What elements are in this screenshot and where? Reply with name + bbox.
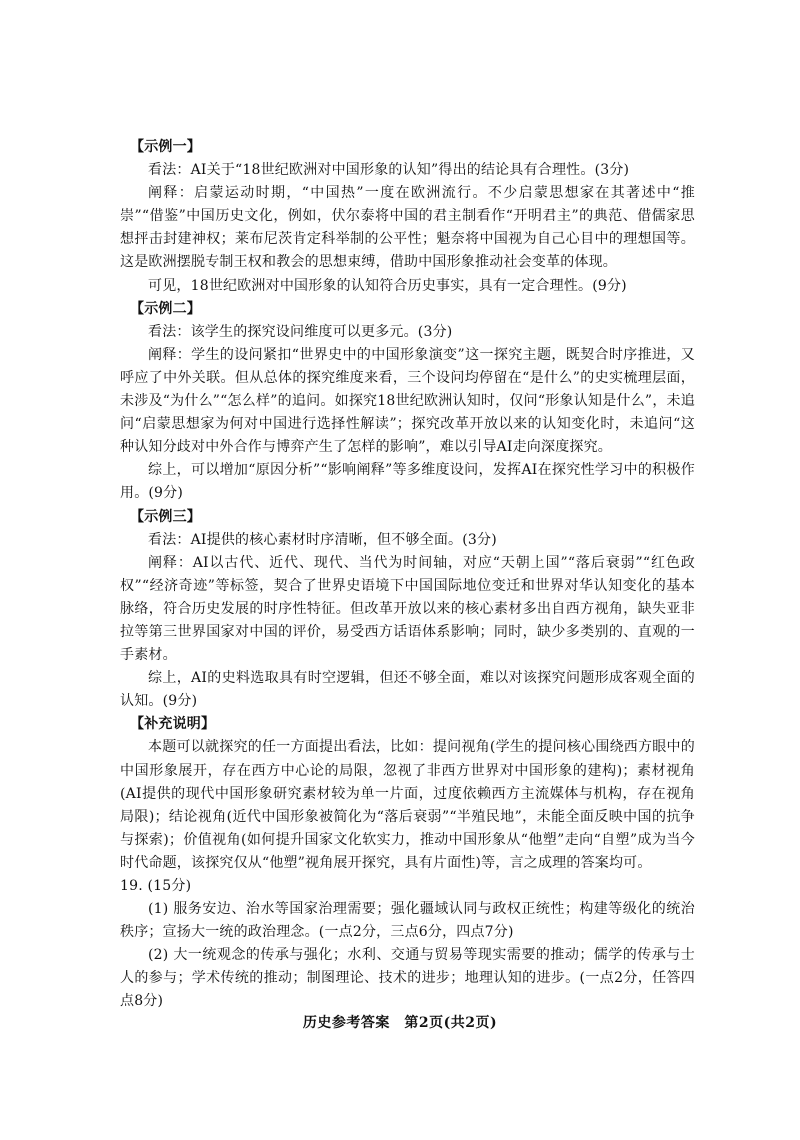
example-2-heading: 【示例二】 [130,300,201,317]
question-19-part-1: (1) 服务安边、治水等国家治理需要；强化疆域认同与政权正统性；构建等级化的统治秩序；宣扬大一统的政治理念。(一点2分，三点6分，四点7分) [120,901,695,941]
example-2-explanation: 阐释：学生的设问紧扣“世界史中的中国形象演变”这一探究主题，既契合时序推进，又呼应了中外关联。但从总体的探究维度来看，三个设问均停留在“是什么”的史实梳理层面，未涉及“为什么”“怎么样”的追问。如探究18世纪欧洲认知时，仅问“形象认知是什么”，未追问“启蒙思想家为何对中国进行选择性解读”；探究改革开放以来的认知变化时，未追问“这种认知分歧对中外合作与博弈产生了怎样的影响”，难以引导AI走向深度探究。 [120,346,695,456]
answer-content [120,136,695,1014]
example-1-conclusion: 可见，18世纪欧洲对中国形象的认知符合历史事实，具有一定合理性。(9分) [148,277,627,294]
example-1-explanation: 阐释：启蒙运动时期，“中国热”一度在欧洲流行。不少启蒙思想家在其著述中“推崇”“借鉴”中国历史文化，例如，伏尔泰将中国的君主制看作“开明君主”的典范、借儒家思想抨击封建神权；莱布尼茨肯定科举制的公平性；魁奈将中国视为自己心目中的理想国等。这是欧洲摆脱专制王权和教会的思想束缚，借助中国形象推动社会变革的体现。 [120,185,695,271]
example-3-heading: 【示例三】 [130,508,201,525]
supplement-text: 本题可以就探究的任一方面提出看法，比如：提问视角(学生的提问核心围绕西方眼中的中国形象展开，存在西方中心论的局限，忽视了非西方世界对中国形象的建构)；素材视角(AI提供的现代中国形象研究素材较为单一片面，过度依赖西方主流媒体与机构，存在视角局限)；结论视角(近代中国形象被简化为“落后衰弱”“半殖民地”，未能全面反映中国的抗争与探索)；价值视角(如何提升国家文化软实力，推动中国形象从“他塑”走向“自塑”成为当今时代命题，该探究仅从“他塑”视角展开探究，具有片面性)等，言之成理的答案均可。 [120,739,695,871]
question-19-part-2: (2) 大一统观念的传承与强化；水利、交通与贸易等现实需要的推动；儒学的传承与士人的参与；学术传统的推动；制图理论、技术的进步；地理认知的进步。(一点2分，任答四点8分) [120,947,695,1010]
question-19-number: 19. (15分) [120,878,192,894]
example-2-conclusion: 综上，可以增加“原因分析”“影响阐释”等多维度设问，发挥AI在探究性学习中的积极作用。(9分) [120,462,695,502]
example-3-conclusion: 综上，AI的史料选取具有时空逻辑，但还不够全面，难以对该探究问题形成客观全面的认知。(9分) [120,670,695,710]
supplement-heading: 【补充说明】 [130,716,216,733]
example-3-explanation: 阐释：AI以古代、近代、现代、当代为时间轴，对应“天朝上国”“落后衰弱”“红色政权”“经济奇迹”等标签，契合了世界史语境下中国国际地位变迁和世界对华认知变化的基本脉络，符合历史发展的时序性特征。但改革开放以来的核心素材多出自西方视角，缺失亚非拉等第三世界国家对中国的评价，易受西方话语体系影响；同时，缺少多类别的、直观的一手素材。 [120,554,695,664]
example-2-view: 看法：该学生的探究设问维度可以更多元。(3分) [148,323,453,340]
example-1-heading: 【示例一】 [130,139,201,155]
example-3-view: 看法：AI提供的核心素材时序清晰，但不够全面。(3分) [148,531,497,548]
example-1-view: 看法：AI关于“18世纪欧洲对中国形象的认知”得出的结论具有合理性。(3分) [148,162,630,179]
page-footer: 历史参考答案 第2页(共2页) [302,1015,498,1031]
